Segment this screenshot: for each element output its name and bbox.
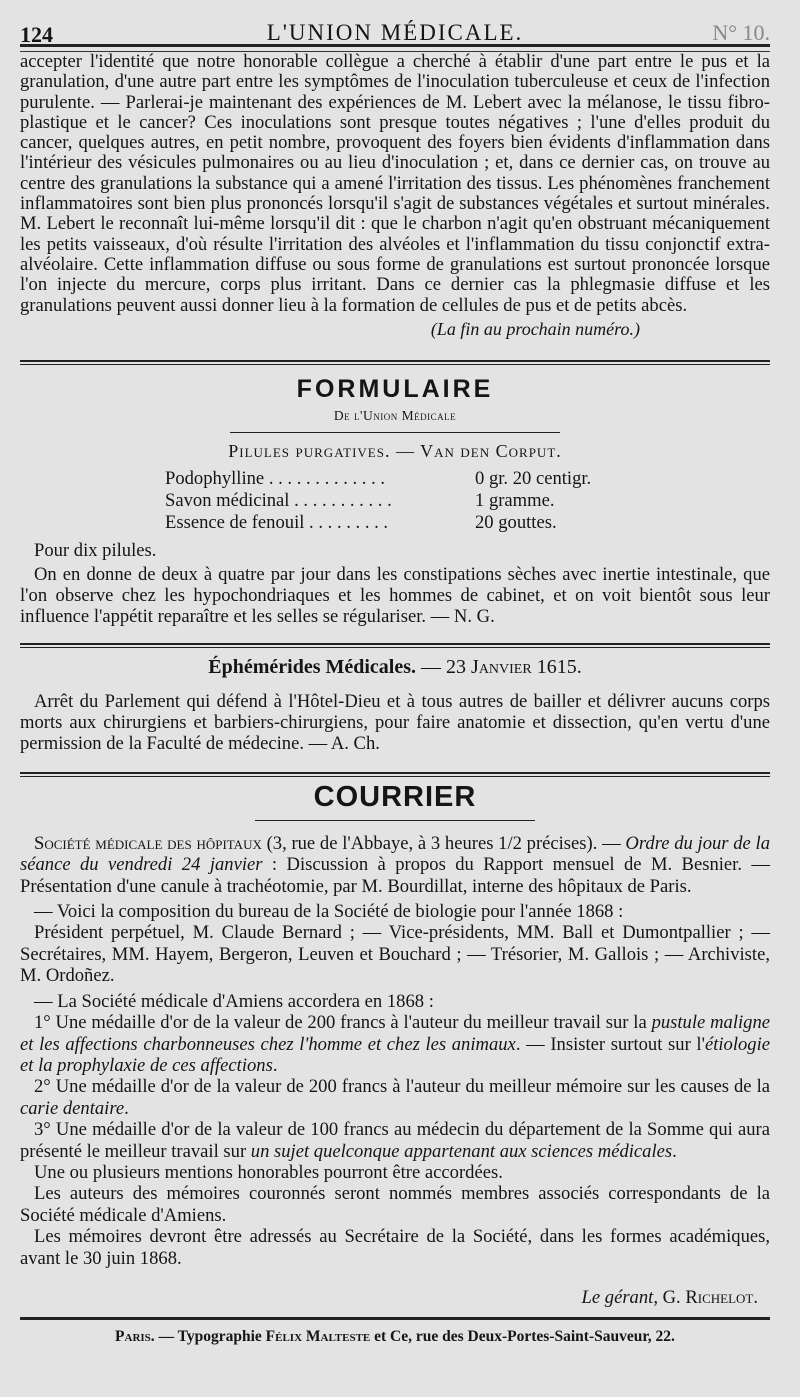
courrier-body [20,833,770,1269]
ingredient-qty: 0 gr. 20 centigr. [475,467,592,489]
courrier-text: (3, rue de l'Abbaye, à 3 heures 1/2 précises). — [261,832,626,854]
ephemerides-title: Éphémérides Médicales. [208,655,417,678]
recipe-dose-line: Pour dix pilules. [34,539,157,561]
courrier-text: . — Insister surtout sur l' [515,1033,705,1055]
courrier-italic: Ordre du jour de la séance du vendredi 24 janvier [20,832,770,876]
courrier-paragraph: Les auteurs des mémoires couronnés seront nommés membres associés correspondants de la Société médicale d'Amiens. [20,1183,770,1226]
ingredient-row [165,512,770,534]
article-continuation-paragraph: accepter l'identité que notre honorable collègue a cherché à établir d'une part entre le pus et la granulation, d'une autre part entre les symptômes de l'inoculation tuberculeuse et ceux de l'infection purulente. — Parlerai-je maintenant des expériences de M. Lebert avec la mélanose, le tissu fibro-plastique et le cancer? Ces inoculations sont presque toutes négatives ; l'une d'elles produit du cancer, quelques autres, en petit nombre, provoquent des foyers bien évidents d'inflammation dans l'intérieur des vésicules pulmonaires ou au lieu d'inoculation ; et, dans ce dernier cas, on trouve au centre des granulations la substance qui a amené l'irritation des tissus. Les phénomènes franchement inflammatoires sont bien plus prononcés lorsqu'il s'agit de substances végétales et surtout minérales. M. Lebert le reconnaît lui-même lorsqu'il dit : que le charbon n'agit qu'en obstruant mécaniquement les petits vaisseaux, d'où résulte l'irritation des alvéoles et l'inflammation du tissu conjonctif extra-alvéolaire. Cette inflammation diffuse ou sous forme de granulations est surtout prononcée lorsque l'on injecte du mercure, corps plus irritant. Dans ce dernier cas la phlegmasie diffuse et les granulations peuvent aussi donner lieu à la formation de cellules de pus et de petits abcès. [20,51,770,316]
courrier-paragraph: Une ou plusieurs mentions honorables pourront être accordées. [34,1161,503,1183]
to-be-continued-note: (La fin au prochain numéro.) [430,318,640,339]
gerant-signature [20,1287,770,1309]
imprint-text: — Typographie [154,1327,266,1345]
gerant-label: Le gérant, [581,1286,658,1308]
running-header [20,14,770,47]
ingredient-qty: 1 gramme. [475,489,555,511]
courrier-text: . [124,1097,129,1119]
formulaire-subtitle: De l'Union Médicale [333,407,457,423]
courrier-paragraph: — La Société médicale d'Amiens accordera en 1868 : [34,990,434,1012]
page-number: 124 [20,22,53,47]
section-divider-ephemerides [20,643,770,648]
footer-rule [20,1317,770,1320]
imprint-city: Paris. [115,1327,155,1345]
ephemerides-heading [20,656,770,679]
courrier-italic: un sujet quelconque appartenant aux sciences médicales [250,1140,673,1162]
ephemerides-text: Arrêt du Parlement qui défend à l'Hôtel-Dieu et à tous autres de bailler et délivrer aucuns corps morts aux chirurgiens et barbiers-chirurgiens, pour faire anatomie et dissection, qu'en vertu d'une permission de la Faculté de médecine. — A. Ch. [20,690,770,754]
courrier-text: : Discussion à propos du Rapport mensuel de M. Besnier. — Présentation d'une canule à trachéotomie, par M. Bourdillat, interne des hôpitaux de Paris. [20,854,770,897]
courrier-text: 1° Une médaille d'or de la valeur de 200 francs à l'auteur du meilleur travail sur la [34,1012,652,1034]
courrier-title: COURRIER [313,780,477,813]
courrier-paragraph [20,1119,770,1162]
courrier-paragraph [20,833,770,897]
courrier-italic: pustule maligne et les affections charbonneuses chez l'homme et chez les animaux [20,1012,770,1055]
courrier-paragraph [20,1012,770,1076]
ingredient-qty: 20 gouttes. [475,511,557,533]
courrier-text: 2° Une médaille d'or de la valeur de 200 francs à l'auteur du meilleur mémoire sur les causes de la [34,1076,770,1098]
society-name: Société médicale des hôpitaux [34,832,262,854]
courrier-italic: étiologie et la prophylaxie de ces affections [20,1033,770,1076]
gerant-name: G. Richelot. [662,1286,758,1308]
courrier-text: . [272,1054,278,1076]
issue-number: N° 10. [712,20,770,45]
courrier-italic: carie dentaire [20,1097,125,1119]
formulaire-rule [230,432,560,433]
ingredient-name: Savon médicinal . . . . . . . . . . . [165,489,392,511]
ingredient-row [165,490,770,512]
courrier-rule [255,820,535,821]
recipe-instructions: On en donne de deux à quatre par jour dans les constipations sèches avec inertie intestinale, que l'on observe chez les hypochondriaques et les hommes de cabinet, et on voit bientôt sous leur influence l'appétit reparaître et les selles se régulariser. — N. G. [20,563,770,627]
courrier-paragraph: — Voici la composition du bureau de la Société de biologie pour l'année 1868 : [34,901,624,923]
section-divider-courrier [20,772,770,777]
ephemerides-date: — 23 Janvier 1615. [421,655,582,678]
courrier-paragraph: Président perpétuel, M. Claude Bernard ; — Vice-présidents, MM. Ball et Dumontpallier ; — Secrétaires, MM. Hayem, Bergeron, Leuven et Bouchard ; — Trésorier, M. Gallois ; — Archiviste, M. Ordoñez. [20,922,770,987]
ingredient-row [165,468,770,490]
running-title: L'UNION MÉDICALE. [266,20,524,45]
section-divider-formulaire [20,360,770,365]
courrier-text: . [672,1140,677,1162]
ingredient-name: Essence de fenouil . . . . . . . . . [165,511,389,533]
imprint-footer [20,1328,770,1346]
ingredient-name: Podophylline . . . . . . . . . . . . . [165,467,386,489]
courrier-paragraph: Les mémoires devront être adressés au Secrétaire de la Société, dans les formes académiques, avant le 30 juin 1868. [20,1226,770,1269]
imprint-printer: Félix Malteste [265,1327,371,1345]
recipe-title: Pilules purgatives. — Van den Corput. [228,440,562,461]
formulaire-title: FORMULAIRE [296,374,494,403]
courrier-paragraph [20,1076,770,1119]
recipe-ingredients [20,468,770,534]
imprint-address: et Ce, rue des Deux-Portes-Saint-Sauveur, 22. [370,1327,675,1345]
courrier-text: 3° Une médaille d'or de la valeur de 100 francs au médecin du département de la Somme qui aura présenté le meilleur travail sur [20,1119,770,1162]
